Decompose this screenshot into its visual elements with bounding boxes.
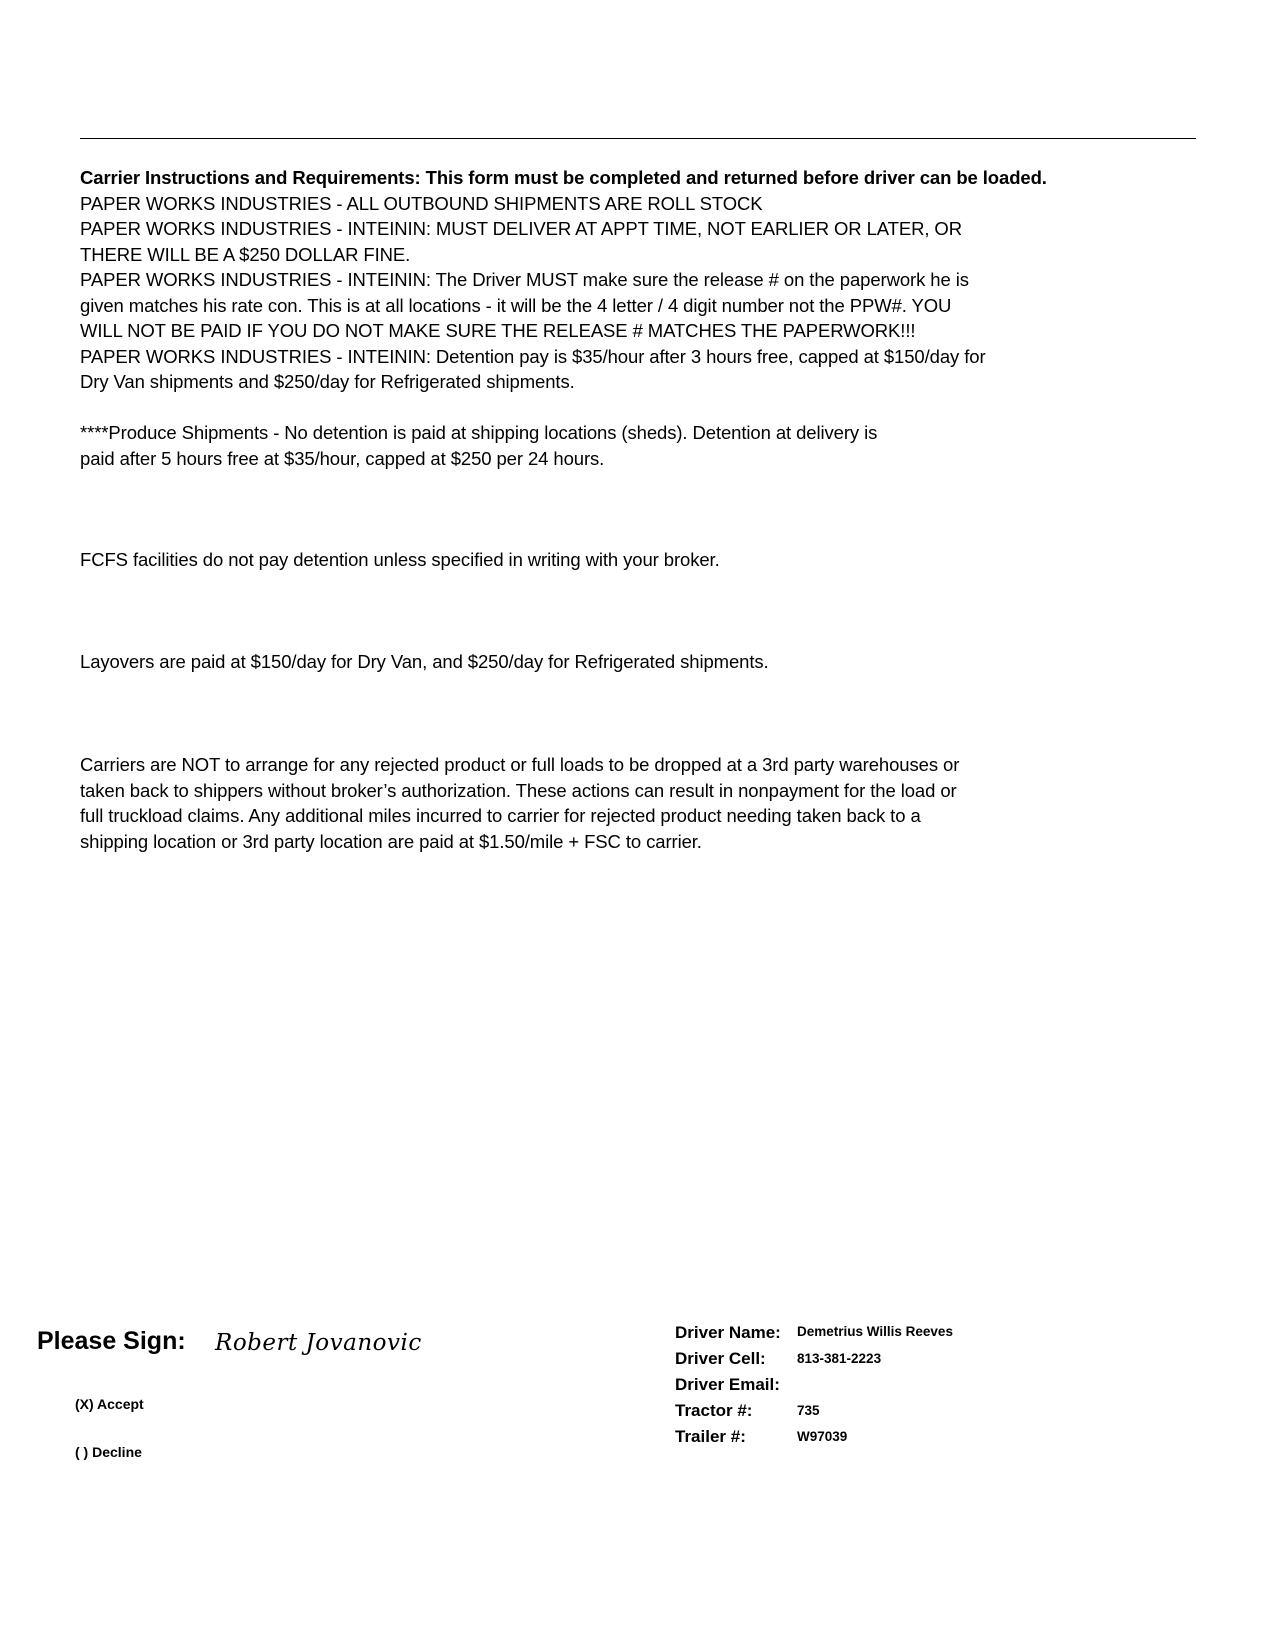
produce-line: ****Produce Shipments - No detention is paid at shipping locations (sheds). Detention at delivery is [80,422,878,443]
signature-field[interactable]: Robert Jovanovic [215,1330,422,1356]
produce-shipments-note [80,420,1200,471]
please-sign-label: Please Sign: [37,1327,186,1355]
driver-cell-label: Driver Cell: [675,1349,766,1368]
driver-email-label: Driver Email: [675,1375,780,1394]
instruction-line: given matches his rate con. This is at all locations - it will be the 4 letter / 4 digit number not the PPW#. YOU [80,294,952,316]
tractor-number-value[interactable]: 735 [797,1403,820,1418]
top-divider [80,138,1196,139]
instruction-line: PAPER WORKS INDUSTRIES - INTEININ: MUST DELIVER AT APPT TIME, NOT EARLIER OR LATER, OR [80,218,962,239]
trailer-number-label: Trailer #: [675,1427,746,1446]
rejected-line: taken back to shippers without broker’s authorization. These actions can result in nonpayment for the load or [80,779,957,801]
instruction-line: PAPER WORKS INDUSTRIES - INTEININ: Detention pay is $35/hour after 3 hours free, capped at $150/day for [80,345,986,367]
tractor-number-label: Tractor #: [675,1401,753,1420]
rejected-line: Carriers are NOT to arrange for any rejected product or full loads to be dropped at a 3rd party warehouses or [80,754,960,775]
fcfs-note [80,547,1200,573]
accept-option[interactable]: (X) Accept [75,1396,144,1412]
instruction-line: Dry Van shipments and $250/day for Refrigerated shipments. [80,371,575,392]
produce-line: paid after 5 hours free at $35/hour, capped at $250 per 24 hours. [80,447,605,469]
instruction-line: PAPER WORKS INDUSTRIES - ALL OUTBOUND SHIPMENTS ARE ROLL STOCK [80,192,763,214]
driver-cell-value[interactable]: 813-381-2223 [797,1351,882,1366]
instruction-line: WILL NOT BE PAID IF YOU DO NOT MAKE SURE THE RELEASE # MATCHES THE PAPERWORK!!! [80,320,916,341]
instructions-heading: Carrier Instructions and Requirements: This form must be completed and returned before driver can be loaded. [80,167,1047,188]
rejected-product-note [80,752,1200,854]
instruction-line: THERE WILL BE A $250 DOLLAR FINE. [80,243,411,265]
rejected-line: shipping location or 3rd party location are paid at $1.50/mile + FSC to carrier. [80,830,702,852]
instruction-line: PAPER WORKS INDUSTRIES - INTEININ: The Driver MUST make sure the release # on the paperwork he is [80,269,969,290]
layovers-text: Layovers are paid at $150/day for Dry Van, and $250/day for Refrigerated shipments. [80,651,769,672]
carrier-instructions [80,165,1200,395]
driver-name-value[interactable]: Demetrius Willis Reeves [797,1324,953,1339]
trailer-number-value[interactable]: W97039 [797,1429,848,1444]
driver-name-label: Driver Name: [675,1323,781,1342]
layovers-note [80,649,1200,675]
decline-option[interactable]: ( ) Decline [75,1444,142,1460]
rejected-line: full truckload claims. Any additional miles incurred to carrier for rejected product needing taken back to a [80,805,921,826]
fcfs-text: FCFS facilities do not pay detention unless specified in writing with your broker. [80,549,720,570]
